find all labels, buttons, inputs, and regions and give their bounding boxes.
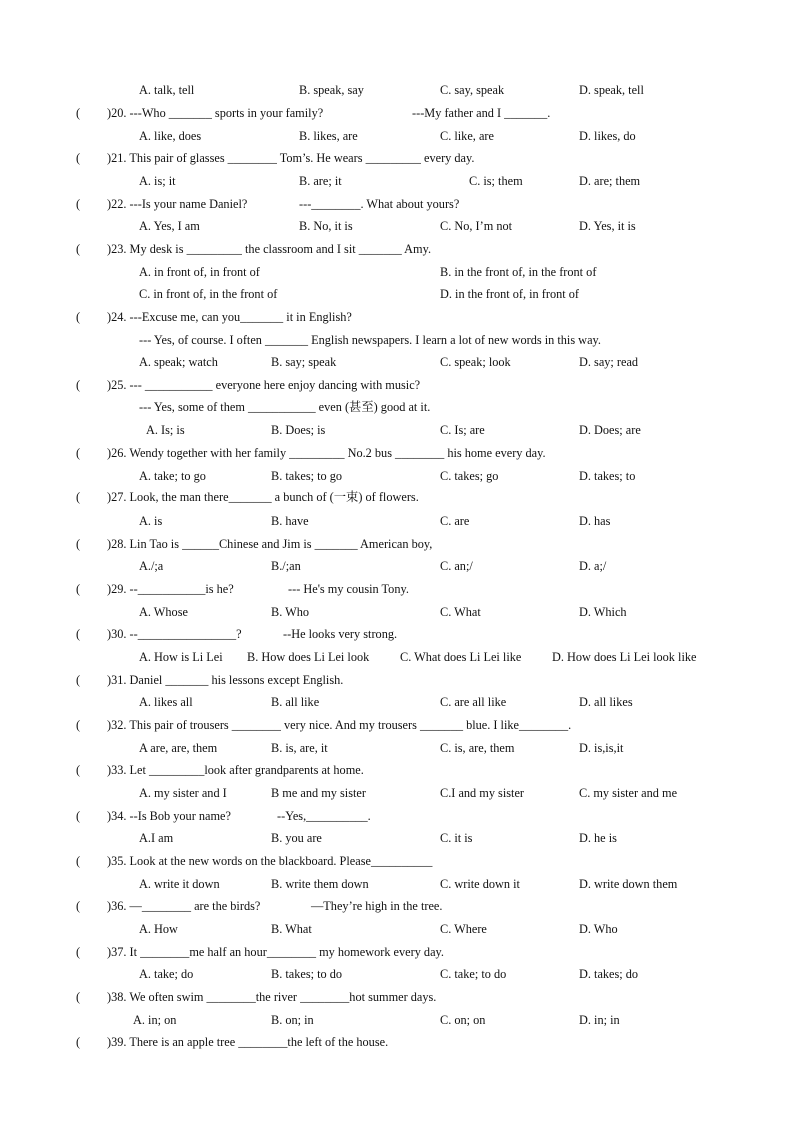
- option-b: B. is, are, it: [271, 741, 328, 755]
- option-b: B. on; in: [271, 1013, 314, 1027]
- option-a: A. write it down: [139, 877, 220, 891]
- question-20-reply: ---My father and I _______.: [412, 106, 551, 120]
- answer-paren: (: [76, 1035, 81, 1049]
- option-c: C. are all like: [440, 695, 507, 709]
- option-b: B. takes; to do: [271, 967, 343, 981]
- option-d: D. Which: [579, 605, 627, 619]
- option-d: D. takes; to: [579, 469, 636, 483]
- option-b: B me and my sister: [271, 786, 366, 800]
- option-a: A. Is; is: [146, 423, 185, 437]
- option-b: B. No, it is: [299, 219, 353, 233]
- option-b: B. all like: [271, 695, 320, 709]
- answer-paren: (: [76, 537, 81, 551]
- option-c: C. What does Li Lei like: [400, 650, 522, 664]
- question-28: )28. Lin Tao is ______Chinese and Jim is _______ American boy,: [107, 537, 433, 551]
- option-d: D. in; in: [579, 1013, 620, 1027]
- option-d: D. has: [579, 514, 611, 528]
- option-d: D. takes; do: [579, 967, 639, 981]
- option-c: C. What: [440, 605, 481, 619]
- option-d: D. likes, do: [579, 129, 636, 143]
- option-a: A. is; it: [139, 174, 176, 188]
- answer-paren: (: [76, 582, 81, 596]
- answer-paren: (: [76, 106, 81, 120]
- option-c: C. in front of, in the front of: [139, 287, 278, 301]
- answer-paren: (: [76, 899, 81, 913]
- option-b: B. Does; is: [271, 423, 326, 437]
- option-d: D. Who: [579, 922, 618, 936]
- question-39: )39. There is an apple tree ________the left of the house.: [107, 1035, 389, 1049]
- question-21: )21. This pair of glasses ________ Tom’s. He wears _________ every day.: [107, 151, 475, 165]
- answer-paren: (: [76, 627, 81, 641]
- answer-paren: (: [76, 763, 81, 777]
- option-a: A.I am: [139, 831, 174, 845]
- option-b: B. have: [271, 514, 309, 528]
- option-c: C.I and my sister: [440, 786, 525, 800]
- option-a: A are, are, them: [139, 741, 218, 755]
- option-b: B. Who: [271, 605, 310, 619]
- option-a: A. in front of, in front of: [139, 265, 260, 279]
- option-c: C. speak; look: [440, 355, 511, 369]
- option-c: C. is, are, them: [440, 741, 515, 755]
- option-a: A./;a: [139, 559, 164, 573]
- option-c: C. on; on: [440, 1013, 486, 1027]
- question-25-reply: --- Yes, some of them ___________ even (甚至) good at it.: [139, 400, 431, 414]
- option-d: D. is,is,it: [579, 741, 624, 755]
- answer-paren: (: [76, 446, 81, 460]
- option-d: D. speak, tell: [579, 83, 644, 97]
- option-a: A. in; on: [133, 1013, 177, 1027]
- question-34: )34. --Is Bob your name?: [107, 809, 231, 823]
- question-30-reply: --He looks very strong.: [283, 627, 398, 641]
- answer-paren: (: [76, 718, 81, 732]
- option-b: B. likes, are: [299, 129, 358, 143]
- option-a: A. Whose: [139, 605, 188, 619]
- question-22-reply: ---________. What about yours?: [299, 197, 460, 211]
- question-36-reply: —They’re high in the tree.: [311, 899, 443, 913]
- option-a: A. my sister and I: [139, 786, 227, 800]
- question-20: )20. ---Who _______ sports in your family?: [107, 106, 324, 120]
- answer-paren: (: [76, 151, 81, 165]
- option-a: A. take; do: [139, 967, 194, 981]
- option-a: A. How is Li Lei: [139, 650, 223, 664]
- option-b: B. in the front of, in the front of: [440, 265, 597, 279]
- answer-paren: (: [76, 197, 81, 211]
- option-b: B. takes; to go: [271, 469, 343, 483]
- answer-paren: (: [76, 242, 81, 256]
- question-37: )37. It ________me half an hour________ my homework every day.: [107, 945, 444, 959]
- answer-paren: (: [76, 945, 81, 959]
- option-c: C. take; to do: [440, 967, 507, 981]
- question-31: )31. Daniel _______ his lessons except English.: [107, 673, 344, 687]
- question-26: )26. Wendy together with her family _________ No.2 bus ________ his home every day.: [107, 446, 546, 460]
- option-b: B. say; speak: [271, 355, 337, 369]
- option-d: D. say; read: [579, 355, 639, 369]
- option-c: C. say, speak: [440, 83, 505, 97]
- option-d: D. all likes: [579, 695, 633, 709]
- question-24: )24. ---Excuse me, can you_______ it in English?: [107, 310, 352, 324]
- option-a: A. How: [139, 922, 178, 936]
- question-22: )22. ---Is your name Daniel?: [107, 197, 248, 211]
- option-c: C. Is; are: [440, 423, 485, 437]
- question-27: )27. Look, the man there_______ a bunch of (一束) of flowers.: [107, 490, 419, 504]
- option-c: C. an;/: [440, 559, 473, 573]
- option-a: A. talk, tell: [139, 83, 195, 97]
- option-c: C. is; them: [469, 174, 523, 188]
- option-a: A. likes all: [139, 695, 193, 709]
- answer-paren: (: [76, 310, 81, 324]
- option-d: D. he is: [579, 831, 617, 845]
- question-32: )32. This pair of trousers ________ very nice. And my trousers _______ blue. I like________.: [107, 718, 572, 732]
- option-c: C. No, I’m not: [440, 219, 513, 233]
- option-c: C. write down it: [440, 877, 520, 891]
- question-29-reply: --- He's my cousin Tony.: [288, 582, 409, 596]
- question-38: )38. We often swim ________the river ________hot summer days.: [107, 990, 437, 1004]
- option-c: C. like, are: [440, 129, 494, 143]
- question-24-reply: --- Yes, of course. I often _______ English newspapers. I learn a lot of new words in this way.: [139, 333, 601, 347]
- answer-paren: (: [76, 854, 81, 868]
- option-c: C. are: [440, 514, 470, 528]
- answer-paren: (: [76, 490, 81, 504]
- option-a: A. Yes, I am: [139, 219, 200, 233]
- option-b: B. speak, say: [299, 83, 364, 97]
- option-d: D. Does; are: [579, 423, 641, 437]
- question-33: )33. Let _________look after grandparents at home.: [107, 763, 364, 777]
- answer-paren: (: [76, 990, 81, 1004]
- option-a: A. take; to go: [139, 469, 206, 483]
- option-d: D. a;/: [579, 559, 607, 573]
- question-34-reply: --Yes,__________.: [277, 809, 371, 823]
- option-a: A. is: [139, 514, 163, 528]
- option-d: D. write down them: [579, 877, 678, 891]
- answer-paren: (: [76, 809, 81, 823]
- option-c: C. it is: [440, 831, 473, 845]
- option-b: B. write them down: [271, 877, 369, 891]
- option-b: B. What: [271, 922, 312, 936]
- option-b: B./;an: [271, 559, 301, 573]
- question-25: )25. --- ___________ everyone here enjoy dancing with music?: [107, 378, 421, 392]
- question-35: )35. Look at the new words on the blackboard. Please__________: [107, 854, 433, 868]
- option-d: D. are; them: [579, 174, 641, 188]
- option-b: B. you are: [271, 831, 322, 845]
- option-b: B. are; it: [299, 174, 342, 188]
- question-29: )29. --___________is he?: [107, 582, 234, 596]
- question-23: )23. My desk is _________ the classroom and I sit _______ Amy.: [107, 242, 432, 256]
- question-36: )36. —________ are the birds?: [107, 899, 261, 913]
- option-c: C. takes; go: [440, 469, 499, 483]
- option-d: D. How does Li Lei look like: [552, 650, 697, 664]
- question-30: )30. --________________?: [107, 627, 242, 641]
- option-d: D. Yes, it is: [579, 219, 636, 233]
- option-a: A. like, does: [139, 129, 202, 143]
- option-d: C. my sister and me: [579, 786, 678, 800]
- option-a: A. speak; watch: [139, 355, 218, 369]
- option-d: D. in the front of, in front of: [440, 287, 579, 301]
- answer-paren: (: [76, 378, 81, 392]
- option-b: B. How does Li Lei look: [247, 650, 370, 664]
- answer-paren: (: [76, 673, 81, 687]
- option-c: C. Where: [440, 922, 487, 936]
